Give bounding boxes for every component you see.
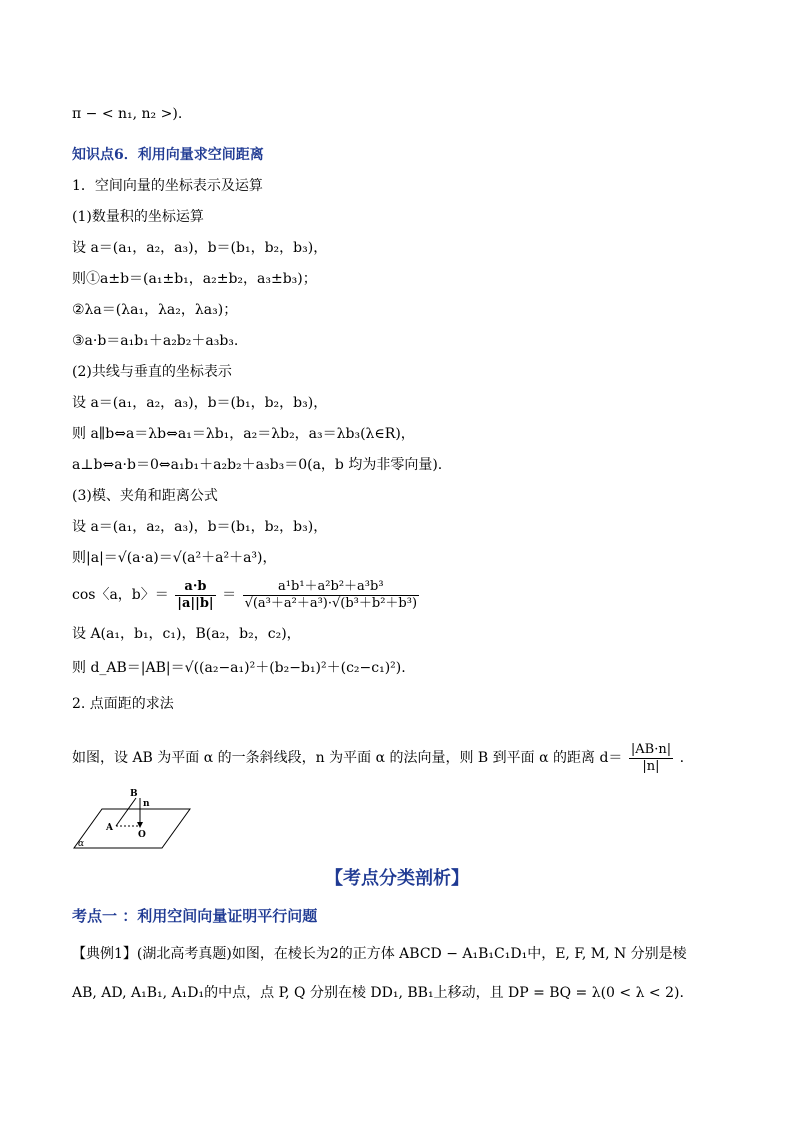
plane-parallelogram	[74, 809, 190, 848]
rule-perpendicular: a⊥b⇔a·b＝0⇔a₁b₁＋a₂b₂＋a₃b₃＝0(a，b 均为非零向量).	[72, 457, 443, 473]
rule-modulus: 则|a|＝√(a·a)＝√(a²＋a²＋a³)，	[72, 550, 277, 566]
vector-definition-1: 设 a＝(a₁，a₂，a₃)，b＝(b₁，b₂，b₃)，	[72, 240, 328, 256]
subsection-1-1-title: (1)数量积的坐标运算	[72, 209, 204, 225]
vector-definition-3: 设 a＝(a₁，a₂，a₃)，b＝(b₁，b₂，b₃)，	[72, 519, 328, 535]
rule-add-sub: 则①a±b＝(a₁±b₁，a₂±b₂，a₃±b₃)；	[72, 271, 317, 287]
point-plane-denominator: |n|	[642, 758, 660, 774]
cosine-fraction-1	[175, 579, 215, 612]
cosine-equals: ＝	[222, 587, 237, 603]
rule-scalar: ②λa＝(λa₁，λa₂，λa₃)；	[72, 302, 238, 318]
subsection-1-2-title: (2)共线与垂直的坐标表示	[72, 364, 232, 380]
point-plane-text: 如图，设 AB 为平面 α 的一条斜线段，n 为平面 α 的法向量，则 B 到平面 α 的距离 d＝	[72, 750, 623, 766]
cosine-fraction-2-denominator: √(a³＋a²＋a³)·√(b³＋b²＋b³)	[244, 595, 418, 611]
example-1-line-2: AB, AD, A₁B₁, A₁D₁的中点，点 P, Q 分别在棱 DD₁, BB₁上移动，且 DP = BQ = λ(0 < λ < 2).	[72, 985, 684, 1001]
exam-point-1-title: 考点一 ：利用空间向量证明平行问题	[72, 907, 318, 925]
line-pi-angle: π − < n₁, n₂ >).	[72, 106, 183, 122]
label-n: n	[143, 799, 150, 809]
rule-parallel: 则 a∥b⇔a＝λb⇔a₁＝λb₁，a₂＝λb₂，a₃＝λb₃(λ∈R)，	[72, 426, 415, 442]
point-plane-fraction	[629, 742, 673, 775]
points-definition: 设 A(a₁，b₁，c₁)，B(a₂，b₂，c₂)，	[72, 626, 301, 642]
cosine-fraction-1-denominator: |a||b|	[177, 595, 214, 611]
cosine-fraction-2-numerator: a¹b¹＋a²b²＋a³b³	[243, 579, 419, 596]
label-O: O	[138, 830, 146, 840]
knowledge-point-6-title: 知识点6．利用向量求空间距离	[72, 147, 264, 163]
point-plane-numerator: |AB·n|	[630, 741, 672, 757]
normal-arrowhead	[137, 822, 143, 828]
label-alpha: α	[78, 839, 85, 849]
segment-AB	[116, 798, 136, 826]
cosine-fraction-2	[243, 579, 419, 612]
rule-distance: 则 d_AB＝|AB|＝√((a₂−a₁)²＋(b₂−b₁)²＋(c₂−c₁)²).	[72, 660, 406, 676]
subsection-2-title: 2. 点面距的求法	[72, 696, 174, 712]
cosine-lhs: cos〈a，b〉＝	[72, 587, 169, 603]
point-plane-end: .	[679, 750, 685, 766]
cosine-fraction-1-numerator: a·b	[175, 579, 215, 596]
plane-diagram	[72, 784, 197, 854]
vector-definition-2: 设 a＝(a₁，a₂，a₃)，b＝(b₁，b₂，b₃)，	[72, 395, 328, 411]
section-title: 【考点分类剖析】	[325, 868, 469, 889]
example-1-line-1: 【典例1】(湖北高考真题)如图，在棱长为2的正方体 ABCD − A₁B₁C₁D₁中，E, F, M, N 分别是棱	[72, 946, 687, 962]
subsection-1-title: 1．空间向量的坐标表示及运算	[72, 178, 263, 194]
label-A: A	[106, 823, 113, 833]
subsection-1-3-title: (3)模、夹角和距离公式	[72, 488, 218, 504]
rule-dot-product: ③a·b＝a₁b₁＋a₂b₂＋a₃b₃.	[72, 333, 239, 349]
label-B: B	[130, 789, 138, 799]
point-plane-distance	[72, 738, 684, 778]
rule-cosine	[72, 578, 421, 612]
